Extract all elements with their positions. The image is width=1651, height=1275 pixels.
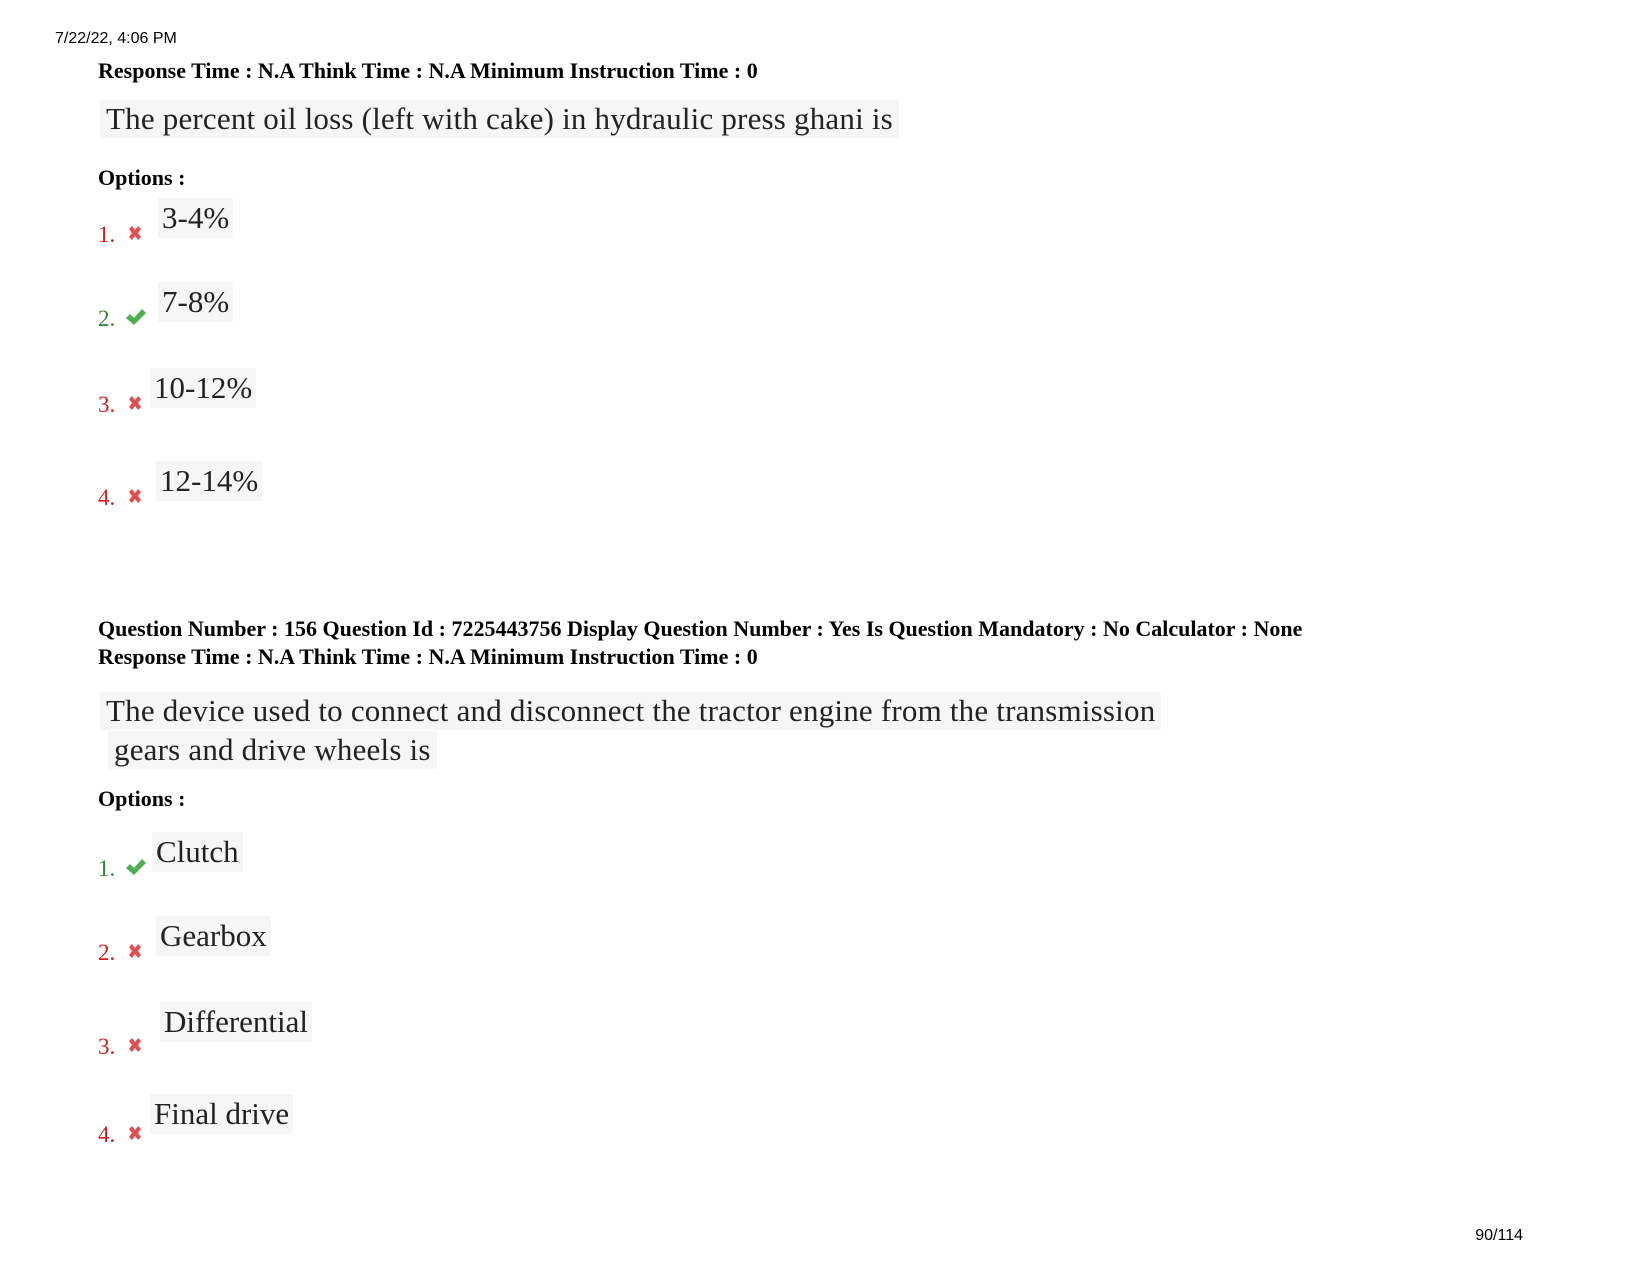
q1-options-label: Options : (98, 165, 186, 190)
option-number: 4. (98, 1122, 116, 1147)
q1-option-3 (98, 368, 318, 418)
option-text: 10-12% (150, 368, 256, 408)
q1-option-1 (98, 198, 298, 248)
q1-meta-line: Response Time : N.A Think Time : N.A Minimum Instruction Time : 0 (98, 58, 758, 83)
check-icon (124, 306, 146, 328)
cross-icon (124, 392, 146, 414)
q2-option-4 (98, 1098, 358, 1148)
option-text: Clutch (152, 832, 243, 872)
cross-icon (124, 940, 146, 962)
q2-option-2 (98, 916, 338, 966)
print-timestamp: 7/22/22, 4:06 PM (55, 30, 177, 47)
q2-meta-line-1: Question Number : 156 Question Id : 7225443756 Display Question Number : Yes Is Question Mandatory : No Calculator : None (98, 616, 1303, 641)
option-text: Final drive (150, 1094, 293, 1134)
q2-question-text-line-2: gears and drive wheels is (108, 731, 437, 769)
option-number: 1. (98, 856, 116, 881)
cross-icon (124, 1034, 146, 1056)
q1-question-text: The percent oil loss (left with cake) in hydraulic press ghani is (100, 100, 899, 138)
q2-question-text-line-1: The device used to connect and disconnect the tractor engine from the transmission (100, 692, 1161, 730)
option-number: 4. (98, 485, 116, 510)
page-number: 90/114 (1475, 1227, 1523, 1244)
option-number: 3. (98, 392, 116, 417)
option-text: 7-8% (158, 282, 233, 322)
cross-icon (124, 222, 146, 244)
q1-option-2 (98, 282, 298, 332)
cross-icon (124, 485, 146, 507)
option-number: 3. (98, 1034, 116, 1059)
option-text: 12-14% (156, 461, 262, 501)
option-number: 1. (98, 222, 116, 247)
q2-option-3 (98, 1004, 358, 1060)
option-text: 3-4% (158, 198, 233, 238)
q1-option-4 (98, 461, 318, 511)
check-icon (124, 856, 146, 878)
option-text: Differential (160, 1002, 312, 1042)
q2-option-1 (98, 832, 318, 882)
cross-icon (124, 1122, 146, 1144)
option-number: 2. (98, 940, 116, 965)
option-number: 2. (98, 306, 116, 331)
q2-options-label: Options : (98, 786, 186, 811)
option-text: Gearbox (156, 916, 271, 956)
q2-meta-line-2: Response Time : N.A Think Time : N.A Minimum Instruction Time : 0 (98, 644, 758, 669)
